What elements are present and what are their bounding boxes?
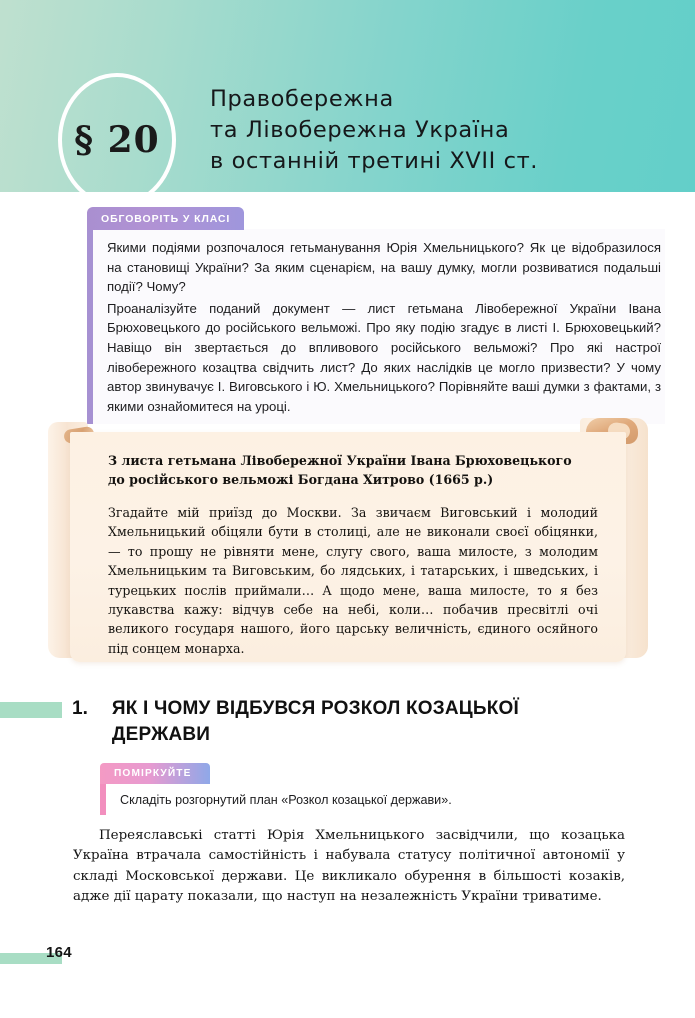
discuss-box-body (87, 229, 665, 424)
scroll-text-content (108, 452, 598, 658)
scroll-document-quote: Згадайте мій приїзд до Москви. За звичаєм Виговський і молодий Хмельницький обіцяли бути в столиці, але не виконали своєї обіцянки, — то прошу не рівняти мене, слугу свого, ваша милосте, з молодим Хмельницьким та Виговським, бо лядських, і татарських, і шведських, і турецьких послів приймали… А щодо мене, ваша милосте, то я без лукавства кажу: відчув себе на небі, коли… побачив пресвітлі очі великого государя нашого, його царську величність, єдиного осяйного під сонцем монарха. (108, 505, 598, 656)
ponder-badge: ПОМІРКУЙТЕ (100, 763, 210, 784)
discuss-paragraph-1: Якими подіями розпочалося гетьманування Юрія Хмельницького? Як це відобразилося на становищі України? За яким сценарієм, на вашу думку, могли розвиватися подальші події? Чому? (107, 240, 661, 295)
section-heading (72, 696, 632, 748)
page-number: 164 (46, 944, 72, 961)
chapter-title-line-1: Правобережна (210, 86, 394, 112)
ponder-box (100, 763, 660, 815)
chapter-title-line-3: в останній третині XVII ст. (210, 148, 539, 174)
section-heading-title: ЯК І ЧОМУ ВІДБУВСЯ РОЗКОЛ КОЗАЦЬКОЇ ДЕРЖАВИ (111, 698, 519, 745)
chapter-title-line-2: та Лівобережна Україна (210, 117, 510, 143)
scroll-document-title (108, 452, 598, 489)
section-heading-number: 1. (72, 698, 88, 719)
discuss-paragraph-2: Проаналізуйте поданий документ — лист гетьмана Лівобережної України Івана Брюховецького до російського вельможі. Про яку подію згадує в листі І. Брюховецький? Навіщо він звертається до впливового російського вельможі? Про які настрої лівобережного козацтва свідчить лист? До яких наслідків це могло призвести? У чому автор звинувачує І. Виговського і Ю. Хмельницького? Порівняйте ваші думки з фактами, з якими ознайомитеся на уроці. (107, 300, 661, 414)
chapter-title (210, 84, 680, 177)
discuss-in-class-box (87, 207, 665, 424)
chapter-header-banner (0, 0, 695, 192)
section-accent-bar (0, 702, 62, 718)
scroll-title-line-2: до російського вельможі Богдана Хитрово (1665 р.) (108, 471, 494, 487)
scroll-title-line-1: З листа гетьмана Лівобережної України Івана Брюховецького (108, 453, 572, 468)
discuss-badge: ОБГОВОРІТЬ У КЛАСІ (87, 207, 244, 230)
ponder-box-body (100, 783, 660, 815)
section-number-label: § 20 (74, 119, 160, 161)
body-paragraph: Переяславські статті Юрія Хмельницького засвідчили, що козацька Україна втрачала самостійність і набувала статусу політичної автономії у складі Московської держави. Це викликало обурення в більшості козаків, адже дії царату показали, що наступ на незалежність України триватиме. (73, 828, 625, 905)
historical-document-scroll (48, 418, 648, 668)
ponder-task-text: Складіть розгорнутий план «Розкол козацької держави». (120, 793, 452, 807)
